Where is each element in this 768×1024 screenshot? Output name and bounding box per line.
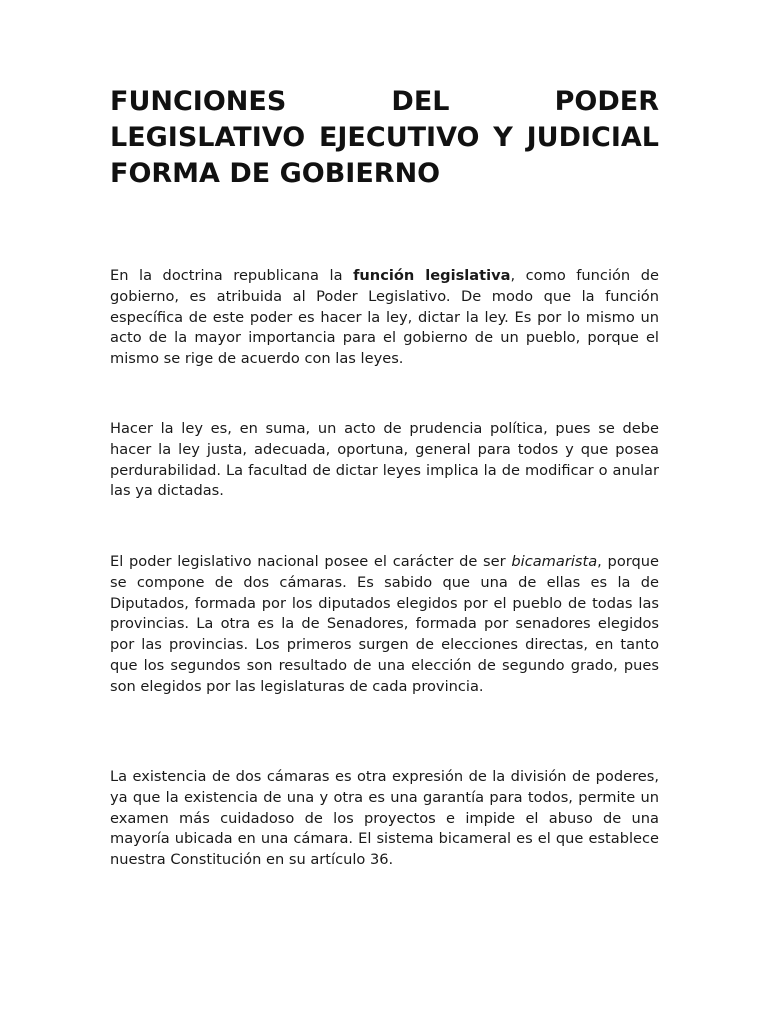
document-title: FUNCIONES DEL PODER LEGISLATIVO EJECUTIVO Y JUDICIAL FORMA DE GOBIERNO (110, 86, 659, 189)
paragraph-text: En la doctrina republicana la (110, 267, 354, 284)
paragraph-bicameral (110, 552, 659, 698)
paragraph-two-chambers: La existencia de dos cámaras es otra expresión de la división de poderes, ya que la existencia de una y otra es una garantía para todos, permite un examen más cuidadoso de los proyectos e impide el abuso de una mayoría ubicada en una cámara. El sistema bicameral es el que establece nuestra Constitución en su artículo 36. (110, 768, 659, 869)
paragraph-text: El poder legislativo nacional posee el carácter de ser (110, 553, 512, 570)
paragraph-text: , como función de gobierno, es atribuida al Poder Legislativo. De modo que la función específica de este poder es hacer la ley, dictar la ley. Es por lo mismo un acto de la mayor importancia para el gobierno de un pueblo, porque el mismo se rige de acuerdo con las leyes. (110, 267, 659, 368)
italic-term: bicamarista (511, 553, 598, 570)
paragraph-making-law: Hacer la ley es, en suma, un acto de prudencia política, pues se debe hacer la ley justa, adecuada, oportuna, general para todos y que posea perdurabilidad. La facultad de dictar leyes implica la de modificar o anular las ya dictadas. (110, 420, 659, 500)
bold-term: función legislativa (353, 267, 511, 284)
paragraph-text: , porque se compone de dos cámaras. Es sabido que una de ellas es la de Diputados, formada por los diputados elegidos por el pueblo de todas las provincias. La otra es la de Senadores, formada por senadores elegidos por las provincias. Los primeros surgen de elecciones directas, en tanto que los segundos son resultado de una elección de segundo grado, pues son elegidos por las legislaturas de cada provincia. (110, 553, 659, 695)
paragraph-legislative-function (110, 266, 659, 370)
